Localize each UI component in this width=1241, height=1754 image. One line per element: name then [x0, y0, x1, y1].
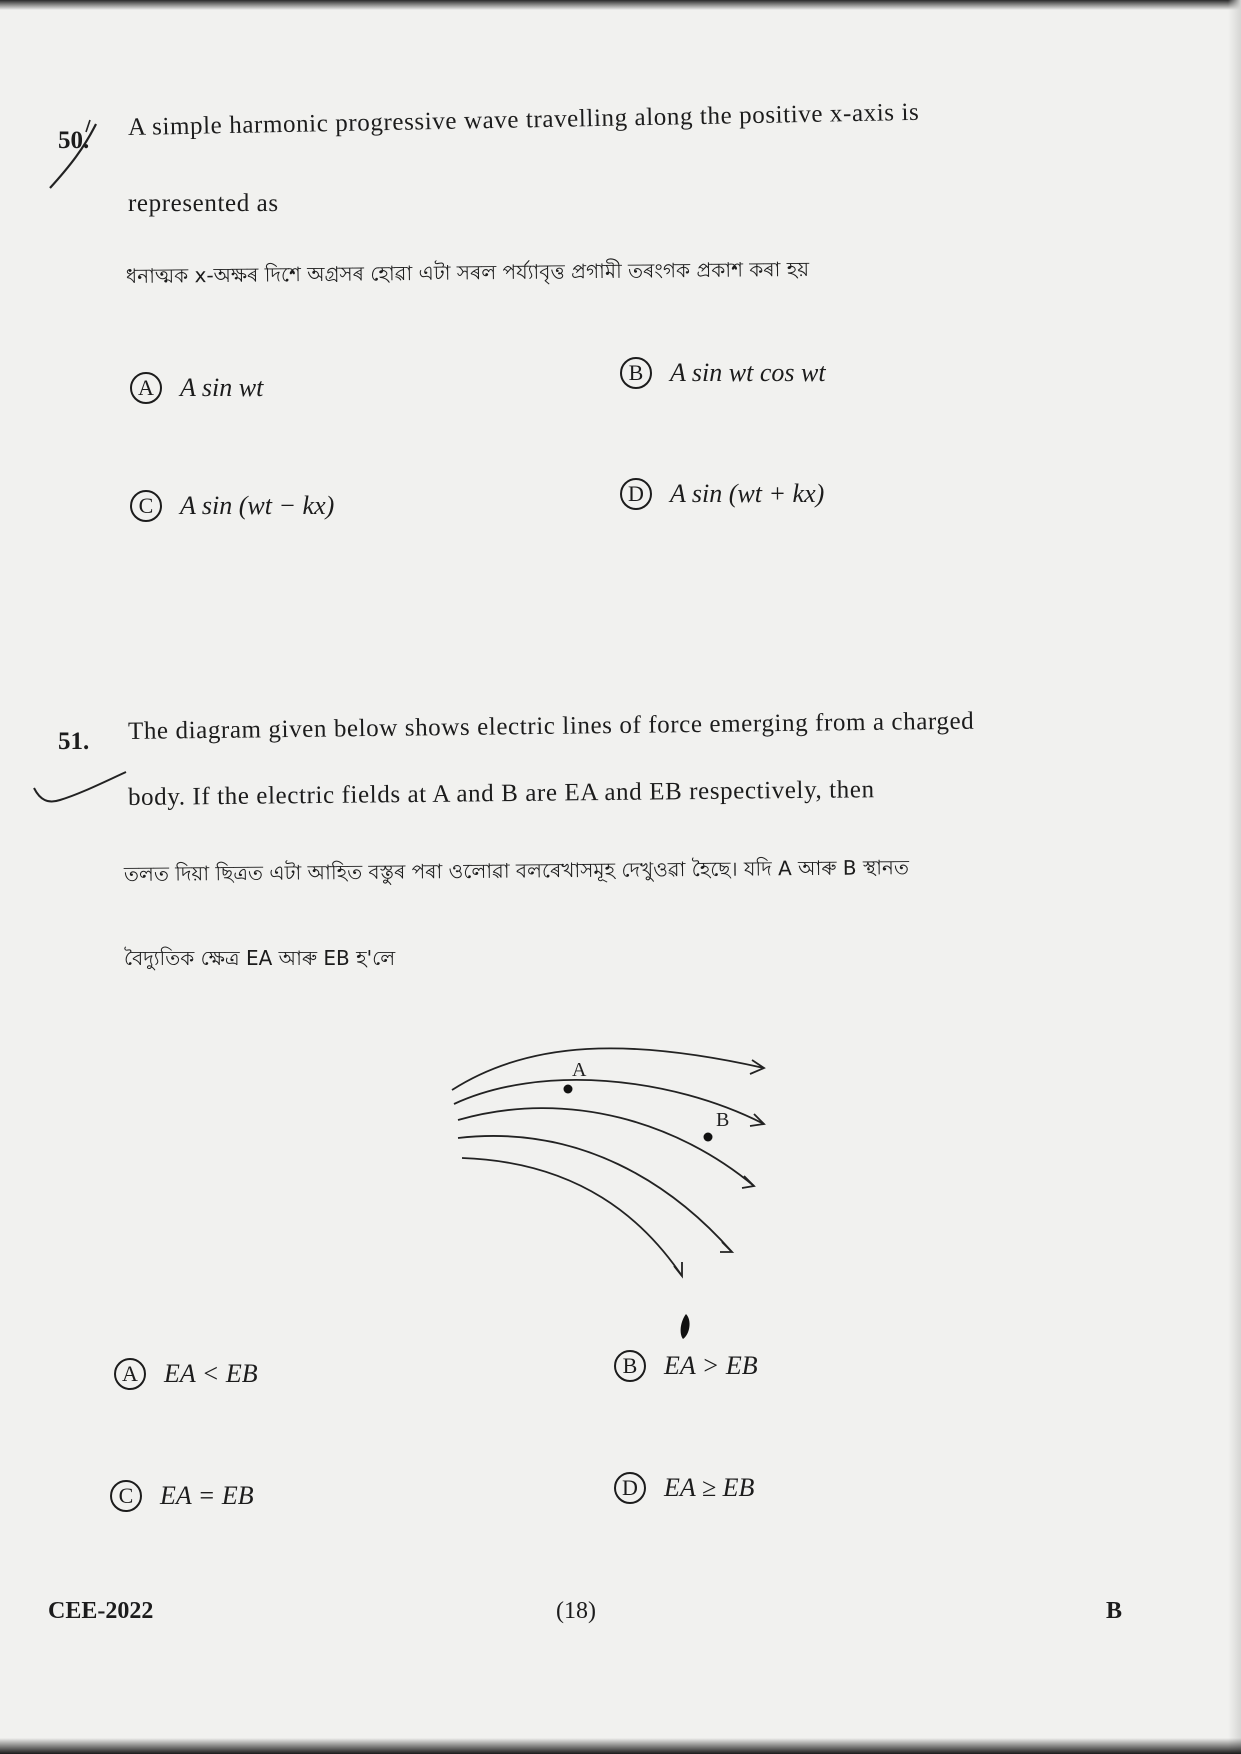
q51-question-assamese-line1: তলত দিয়া ছিত্ৰত এটা আহিত বস্তুৰ পৰা ওলোৱা বলৰেখাসমূহ দেখুওৱা হৈছে। যদি A আৰু B স্থানত — [123, 855, 910, 886]
footer-page-number: (18) — [556, 1598, 596, 1624]
q51-option-a-text: EA < EB — [164, 1359, 258, 1388]
footer-booklet-series: B — [1106, 1598, 1123, 1624]
field-line-3 — [458, 1108, 754, 1186]
field-line-5 — [462, 1158, 682, 1276]
q50-option-c-marker: C — [130, 490, 162, 522]
footer-exam-code: CEE-2022 — [48, 1598, 154, 1624]
electric-field-lines-diagram — [430, 1020, 790, 1280]
q51-option-a — [114, 1358, 258, 1390]
page-right-edge — [1228, 0, 1241, 1754]
q50-option-c-text: A sin (wt − kx) — [180, 491, 335, 520]
q50-option-a-text: A sin wt — [180, 373, 264, 402]
q50-question-assamese: ধনাত্মক x-অক্ষৰ দিশে অগ্ৰসৰ হোৱা এটা সৰল পৰ্য্যাবৃত্ত প্ৰগামী তৰংগক প্ৰকাশ কৰা হয় — [125, 256, 810, 288]
q51-option-b — [614, 1350, 758, 1382]
q50-option-d-text: A sin (wt + kx) — [670, 479, 825, 508]
q50-question-line1: A simple harmonic progressive wave travelling along the positive x-axis is — [127, 98, 920, 141]
point-a-dot — [564, 1085, 573, 1094]
q51-question-line2: body. If the electric fields at A and B are EA and EB respectively, then — [127, 776, 875, 811]
q51-option-b-marker: B — [614, 1350, 646, 1382]
q51-number: 51. — [58, 728, 90, 755]
page-top-edge — [0, 0, 1241, 10]
q51-question-line1: The diagram given below shows electric lines of force emerging from a charged — [127, 707, 975, 745]
q50-option-a-marker: A — [130, 372, 162, 404]
q51-question-assamese-line2: বৈদ্যুতিক ক্ষেত্ৰ EA আৰু EB হ'লে — [124, 946, 396, 970]
q51-option-c-marker: C — [110, 1480, 142, 1512]
field-line-1 — [452, 1048, 764, 1090]
q50-number: 50. — [58, 127, 90, 154]
q50-option-b-text: A sin wt cos wt — [670, 358, 826, 387]
q51-option-d — [614, 1472, 754, 1504]
q50-option-c — [130, 490, 334, 522]
q50-option-b — [620, 357, 826, 389]
q51-option-d-text: EA ≥ EB — [664, 1473, 755, 1502]
q51-pen-check-mark — [30, 770, 130, 810]
q50-pen-check-mark — [44, 118, 104, 190]
point-b-label: B — [716, 1109, 730, 1131]
q51-option-c-text: EA = EB — [160, 1481, 254, 1510]
q50-option-b-marker: B — [620, 357, 652, 389]
q50-question-line2: represented as — [128, 190, 279, 217]
point-b-dot — [704, 1133, 713, 1142]
ink-blot — [676, 1312, 696, 1342]
q51-option-d-marker: D — [614, 1472, 646, 1504]
page-bottom-edge — [0, 1738, 1241, 1754]
point-a-label: A — [572, 1059, 587, 1081]
q51-option-a-marker: A — [114, 1358, 146, 1390]
q51-option-b-text: EA > EB — [664, 1351, 758, 1380]
q50-option-d-marker: D — [620, 478, 652, 510]
q50-option-d — [620, 478, 824, 510]
q50-option-a — [130, 372, 263, 404]
q51-option-c — [110, 1480, 254, 1512]
